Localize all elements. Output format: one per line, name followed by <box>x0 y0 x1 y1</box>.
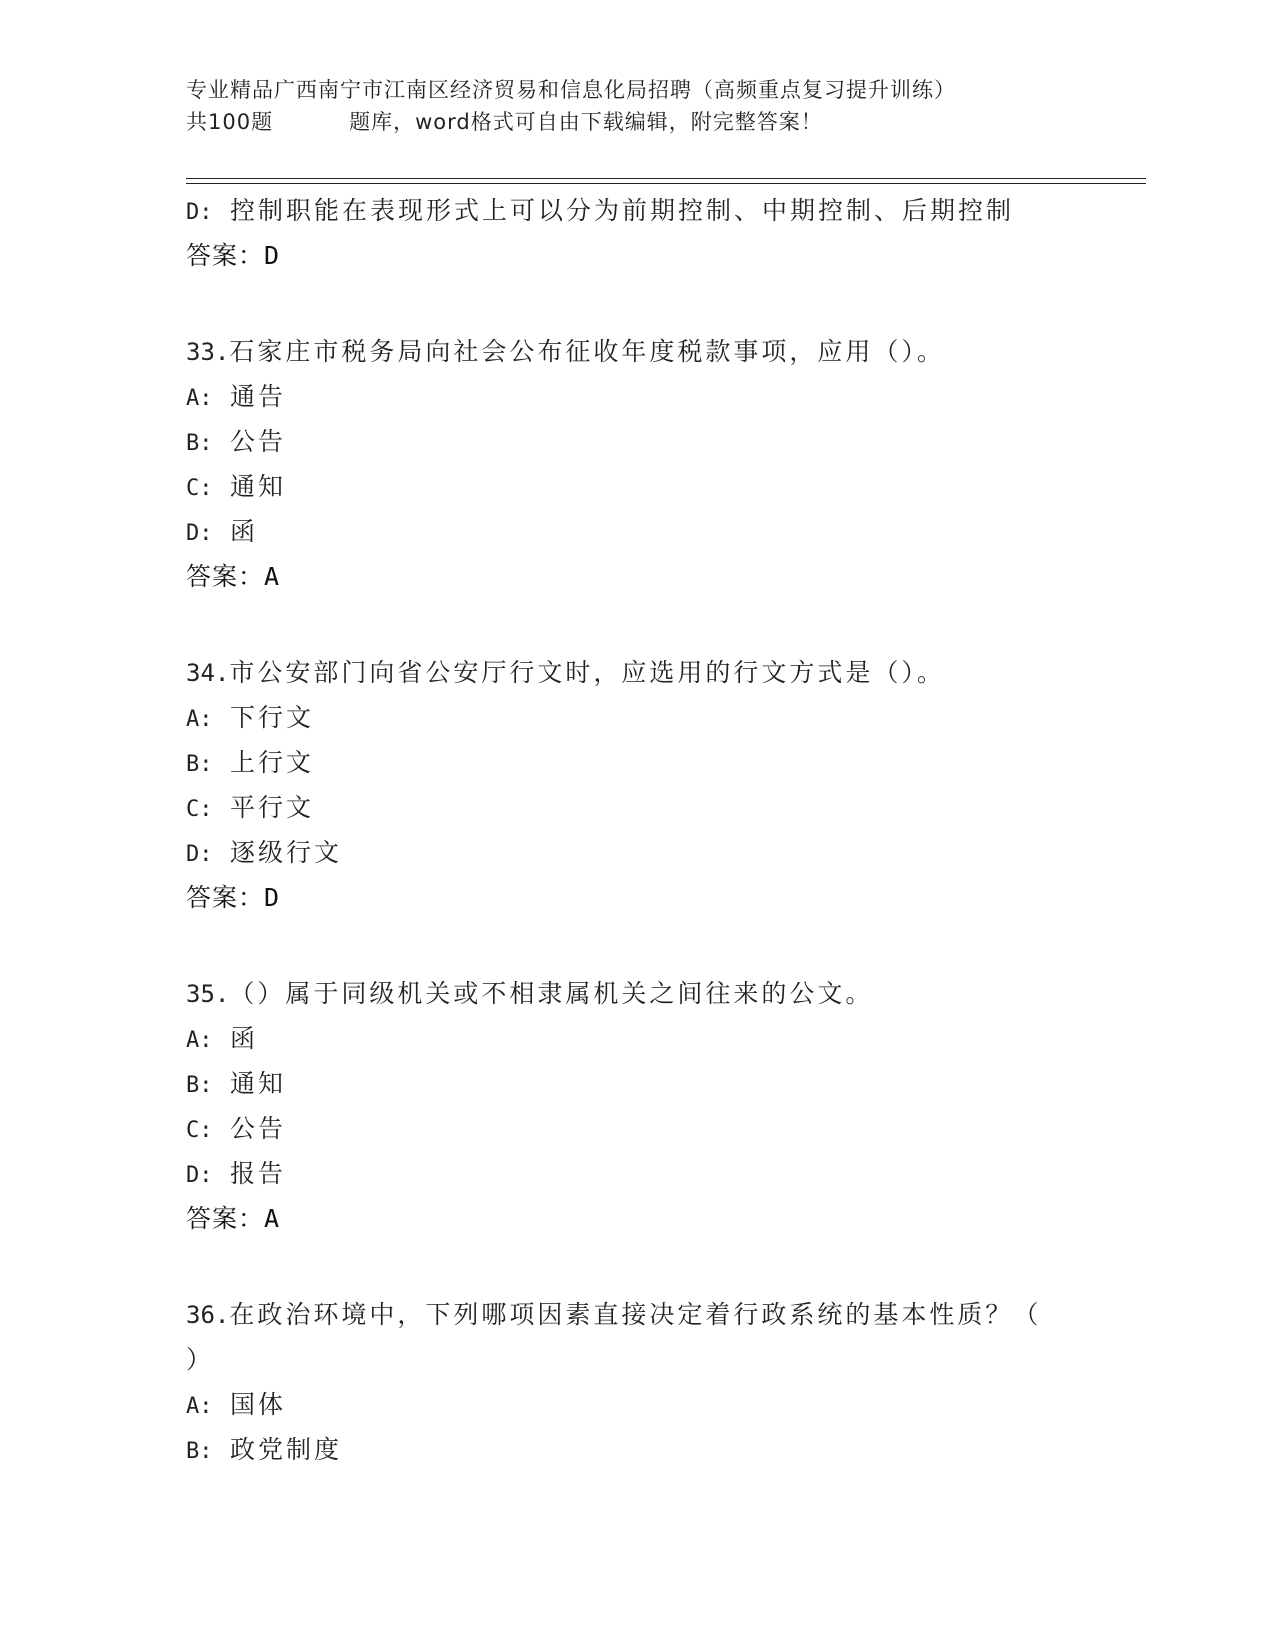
option-text: 平行文 <box>230 793 315 822</box>
option-item <box>186 464 1086 509</box>
question-spacer <box>186 920 1086 971</box>
question-block <box>186 650 1086 920</box>
option-item <box>186 1016 1086 1061</box>
option-text: 政党制度 <box>230 1435 343 1464</box>
answer-line <box>186 1196 1086 1241</box>
option-text: 函 <box>230 1024 259 1053</box>
header-subtitle <box>186 106 1146 138</box>
option-label: B: <box>186 1439 213 1464</box>
option-label: A: <box>186 1028 213 1053</box>
option-label: A: <box>186 1394 213 1419</box>
option-label: D: <box>186 842 213 867</box>
option-item <box>186 740 1086 785</box>
option-text: 下行文 <box>230 703 315 732</box>
option-text: 通知 <box>230 472 287 501</box>
option-item <box>186 509 1086 554</box>
option-item <box>186 1382 1086 1427</box>
header-rule-bottom <box>186 183 1146 184</box>
option-item <box>186 695 1086 740</box>
option-text: 上行文 <box>230 748 315 777</box>
answer-value: D <box>264 883 281 912</box>
answer-value: A <box>264 1204 281 1233</box>
question-stem <box>186 971 1086 1016</box>
question-stem <box>186 650 1086 695</box>
option-item <box>186 785 1086 830</box>
question-list <box>186 188 1086 1472</box>
option-label: B: <box>186 431 213 456</box>
option-label: D: <box>186 200 213 225</box>
question-text: 市公安部门向省公安厅行文时，应选用的行文方式是（）。 <box>229 658 945 687</box>
option-item <box>186 1106 1086 1151</box>
option-label: C: <box>186 1118 213 1143</box>
header-title: 专业精品广西南宁市江南区经济贸易和信息化局招聘（高频重点复习提升训练） <box>186 78 956 102</box>
option-text: 控制职能在表现形式上可以分为前期控制、中期控制、后期控制 <box>230 196 1015 225</box>
answer-label: 答案： <box>186 562 265 591</box>
document-header <box>186 74 1146 138</box>
option-text: 公告 <box>230 1114 287 1143</box>
option-label: C: <box>186 476 213 501</box>
answer-line <box>186 233 1086 278</box>
question-block <box>186 329 1086 599</box>
answer-value: D <box>264 241 281 270</box>
question-text: 石家庄市税务局向社会公布征收年度税款事项，应用（）。 <box>229 337 945 366</box>
question-spacer <box>186 1241 1086 1292</box>
question-number: 33. <box>186 338 230 366</box>
option-item <box>186 188 1086 233</box>
answer-line <box>186 554 1086 599</box>
option-text: 通告 <box>230 382 287 411</box>
question-text: 在政治环境中，下列哪项因素直接决定着行政系统的基本性质？（ <box>229 1300 1042 1329</box>
question-stem <box>186 1292 1086 1337</box>
answer-label: 答案： <box>186 241 265 270</box>
question-number: 35. <box>186 980 230 1008</box>
answer-label: 答案： <box>186 883 265 912</box>
question-block <box>186 971 1086 1241</box>
question-stem-continuation: ） <box>186 1345 215 1374</box>
option-text: 逐级行文 <box>230 838 343 867</box>
question-spacer <box>186 278 1086 329</box>
question-number: 34. <box>186 659 230 687</box>
question-text: （）属于同级机关或不相隶属机关之间往来的公文。 <box>229 979 874 1008</box>
question-spacer <box>186 599 1086 650</box>
question-stem <box>186 329 1086 374</box>
question-number: 36. <box>186 1301 230 1329</box>
option-item <box>186 1151 1086 1196</box>
option-label: A: <box>186 707 213 732</box>
option-item <box>186 830 1086 875</box>
answer-value: A <box>264 562 281 591</box>
option-text: 公告 <box>230 427 287 456</box>
question-block <box>186 1292 1086 1472</box>
option-text: 函 <box>230 517 259 546</box>
option-item <box>186 1061 1086 1106</box>
option-label: B: <box>186 752 213 777</box>
option-label: B: <box>186 1073 213 1098</box>
header-rule-top <box>186 178 1146 179</box>
answer-label: 答案： <box>186 1204 265 1233</box>
option-text: 报告 <box>230 1159 287 1188</box>
option-label: A: <box>186 386 213 411</box>
option-text: 通知 <box>230 1069 287 1098</box>
header-description: 题库，word格式可自由下载编辑，附完整答案！ <box>349 110 823 134</box>
option-label: D: <box>186 1163 213 1188</box>
answer-line <box>186 875 1086 920</box>
option-item <box>186 1427 1086 1472</box>
option-label: D: <box>186 521 213 546</box>
option-item <box>186 374 1086 419</box>
option-item <box>186 419 1086 464</box>
option-text: 国体 <box>230 1390 287 1419</box>
question-count: 共100题 <box>186 110 274 134</box>
option-label: C: <box>186 797 213 822</box>
